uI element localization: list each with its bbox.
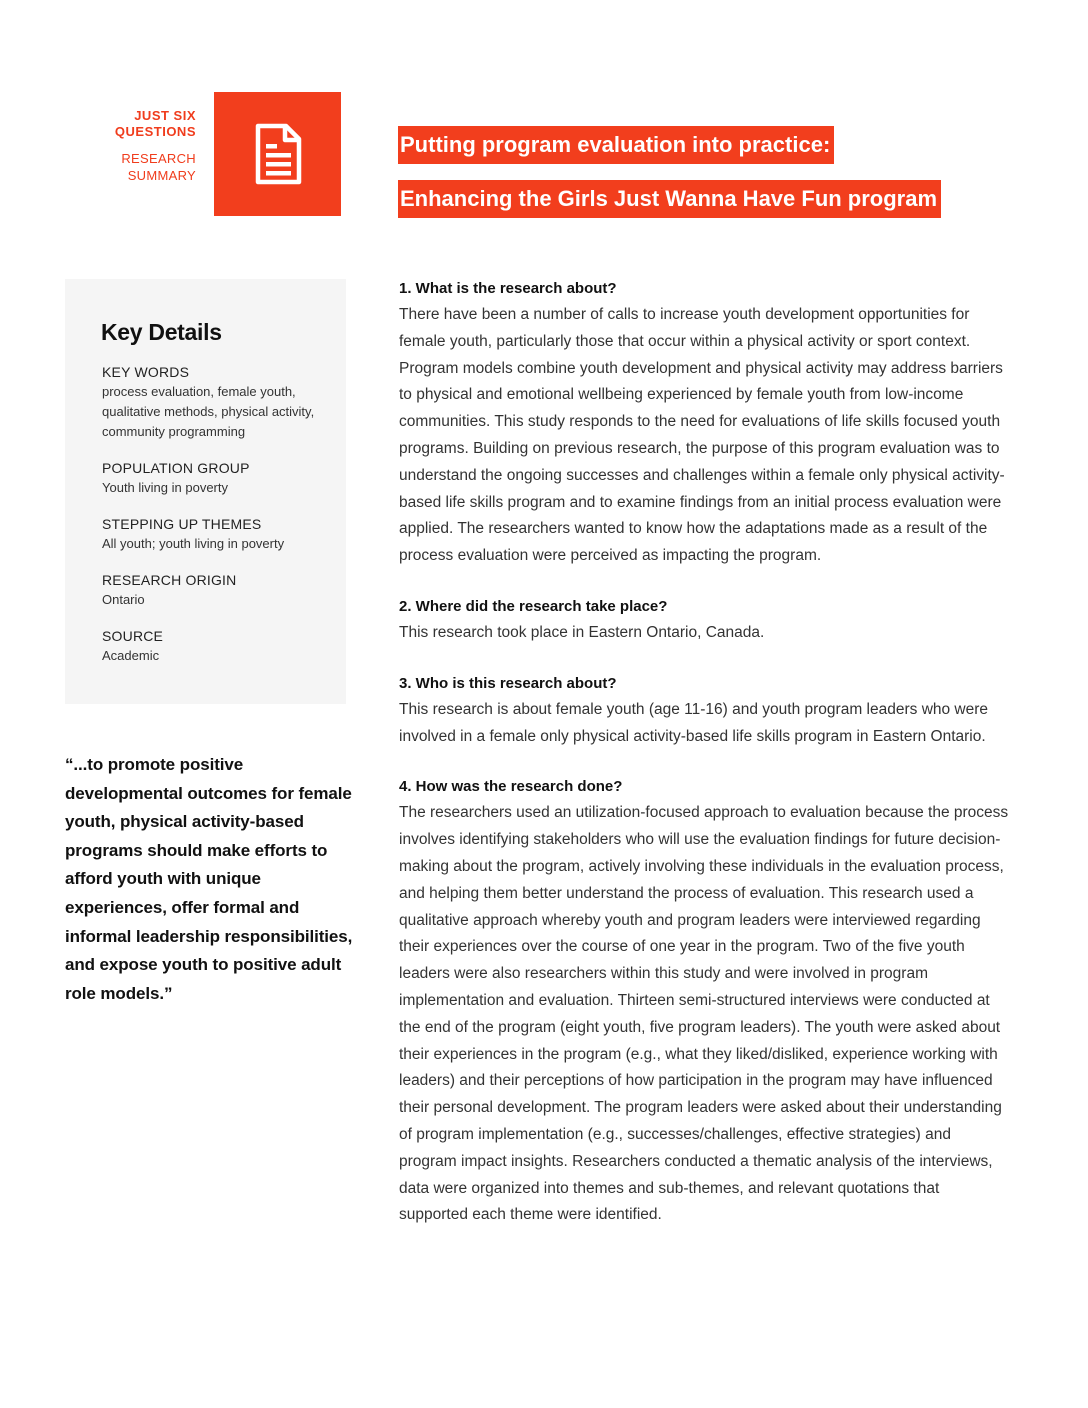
brand-line-just-six: JUST SIX bbox=[134, 108, 196, 123]
key-details-title: Key Details bbox=[101, 319, 222, 345]
key-detail-label: RESEARCH ORIGIN bbox=[102, 572, 237, 588]
question-section-4 bbox=[399, 774, 1009, 1229]
brand-line-research: RESEARCH bbox=[121, 151, 196, 166]
key-details-list bbox=[102, 363, 332, 683]
key-detail-population-group bbox=[102, 459, 332, 498]
question-heading: 3. Who is this research about? bbox=[399, 674, 617, 692]
key-detail-label: POPULATION GROUP bbox=[102, 460, 250, 476]
question-heading: 1. What is the research about? bbox=[399, 280, 617, 297]
key-detail-value: Academic bbox=[102, 648, 160, 663]
question-section-2 bbox=[399, 594, 1009, 647]
question-body: There have been a number of calls to increase youth development opportunities for female youth, particularly those that occur within a physical activity or sport context. Program models combine youth development and physical activity may address barriers to physical and emotional wellbeing experienced by female youth from low-income communities. This study responds to the need for evaluations of life skills focused youth programs. Building on previous research, the purpose of this program evaluation was to understand the ongoing successes and challenges within a female only physical activity-based life skills program and to examine findings from an initial process evaluation were applied. The researchers wanted to know how the adaptations made as a result of the process evaluation were perceived as impacting the program. bbox=[399, 306, 1005, 565]
questions-content bbox=[399, 276, 1009, 1253]
key-detail-value: Youth living in poverty bbox=[102, 480, 228, 495]
title-line-2: Enhancing the Girls Just Wanna Have Fun program bbox=[398, 180, 941, 218]
key-detail-source bbox=[102, 627, 332, 666]
question-heading: 4. How was the research done? bbox=[399, 778, 623, 796]
page-title bbox=[398, 126, 941, 218]
question-body: The researchers used an utilization-focused approach to evaluation because the process involves identifying stakeholders who will use the evaluation findings for future decision-making about the program, actively involving these individuals in the evaluation process, and helping them better understand the process of evaluation. This research used a qualitative approach whereby youth and program leaders were interviewed regarding their experiences over the course of one year in the program. Two of the five youth leaders were also researchers within this study and were involved in program implementation and evaluation. Thirteen semi-structured interviews were conducted at the end of the program (eight youth, five program leaders). The youth were asked about their experiences in the program (e.g., what they liked/disliked, experience working with leaders) and their perceptions of how participation in the program may have influenced their personal development. The program leaders were asked about their understanding of program implementation (e.g., successes/challenges, effective strategies) and program impact insights. Researchers conducted a thematic analysis of the interviews, data were organized into themes and sub-themes, and relevant quotations that supported each theme were identified. bbox=[399, 804, 1009, 1224]
question-heading: 2. Where did the research take place? bbox=[399, 597, 668, 615]
key-detail-label: KEY WORDS bbox=[102, 364, 190, 380]
brand-line-summary: SUMMARY bbox=[127, 168, 196, 183]
brand-label bbox=[88, 108, 196, 184]
question-section-1 bbox=[399, 276, 1009, 570]
title-line-1: Putting program evaluation into practice: bbox=[398, 126, 834, 164]
document-logo-box bbox=[214, 92, 341, 216]
key-detail-label: STEPPING UP THEMES bbox=[102, 516, 262, 532]
document-icon bbox=[254, 123, 302, 185]
key-detail-value: All youth; youth living in poverty bbox=[102, 536, 285, 551]
question-body: This research is about female youth (age 11-16) and youth program leaders who were involved in a female only physical activity-based life skills program in Eastern Ontario. bbox=[399, 700, 989, 745]
pull-quote: “...to promote positive developmental outcomes for female youth, physical activity-based programs should make efforts to afford youth with unique experiences, offer formal and informal leadership responsibilities, and expose youth to positive adult role models.” bbox=[65, 755, 353, 1003]
key-detail-research-origin bbox=[102, 571, 332, 610]
key-detail-value: process evaluation, female youth, qualitative methods, physical activity, community programming bbox=[102, 384, 315, 439]
key-detail-value: Ontario bbox=[102, 592, 145, 607]
key-details-panel bbox=[65, 279, 346, 704]
brand-line-questions: QUESTIONS bbox=[114, 124, 196, 139]
key-detail-stepping-up-themes bbox=[102, 515, 332, 554]
question-section-3 bbox=[399, 671, 1009, 751]
key-detail-label: SOURCE bbox=[102, 628, 164, 644]
key-detail-keywords bbox=[102, 363, 332, 442]
question-body: This research took place in Eastern Ontario, Canada. bbox=[399, 623, 765, 641]
